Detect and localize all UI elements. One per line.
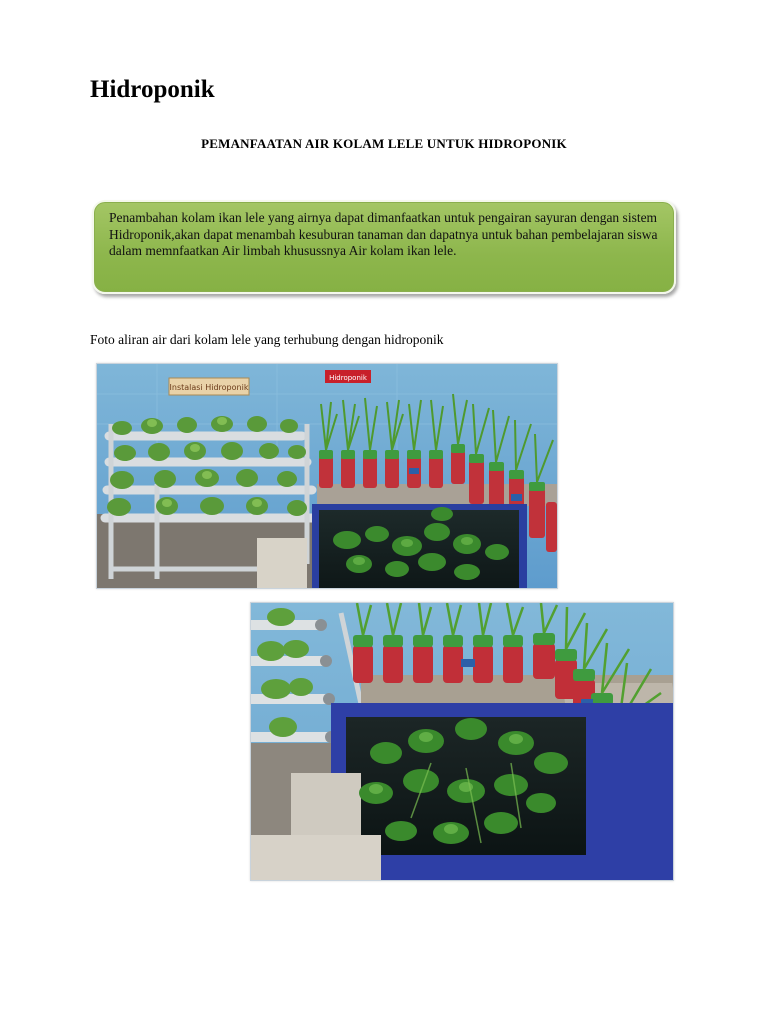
sign-instalasi-text: Instalasi Hidroponik — [169, 383, 249, 392]
sign-hidroponik-text: Hidroponik — [329, 374, 367, 382]
photo-hydroponic-overview — [96, 363, 558, 589]
callout-text: Penambahan kolam ikan lele yang airnya dapat dimanfaatkan untuk pengairan sayuran dengan sistem Hidroponik,akan dapat menambah kesuburan tanaman dan dapatnya untuk bahan pembelajaran siswa dalam memnfaatkan Air limbah khusussnya Air kolam ikan lele. — [109, 210, 658, 258]
sign-instalasi — [169, 378, 249, 395]
callout-box — [92, 200, 676, 294]
photo-fish-pond-closeup — [250, 602, 674, 881]
document-subtitle: PEMANFAATAN AIR KOLAM LELE UNTUK HIDROPONIK — [201, 136, 567, 151]
sign-hidroponik — [325, 370, 371, 383]
photo-caption: Foto aliran air dari kolam lele yang terhubung dengan hidroponik — [90, 332, 444, 347]
document-title: Hidroponik — [90, 76, 215, 103]
